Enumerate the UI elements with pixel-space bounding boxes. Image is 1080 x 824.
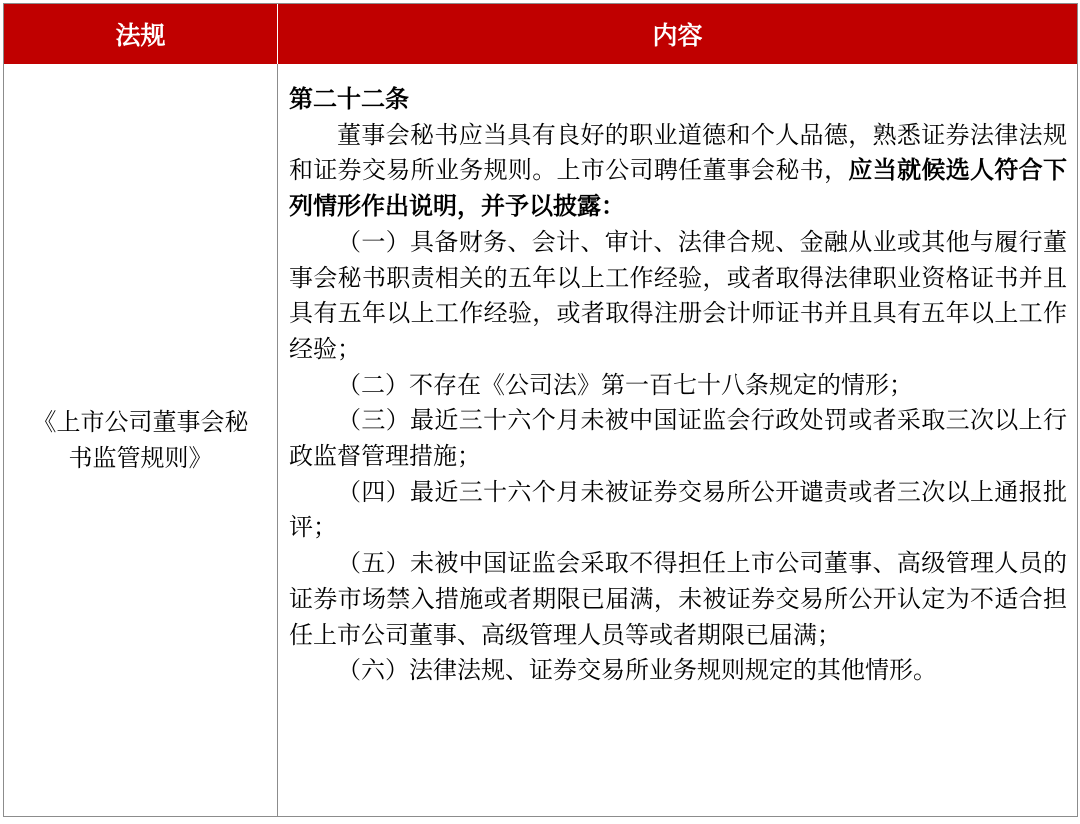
regulation-table xyxy=(3,3,1078,817)
article-title: 第二十二条 xyxy=(289,85,409,113)
list-item: （四）最近三十六个月未被证券交易所公开谴责或者三次以上通报批评； xyxy=(289,477,1067,542)
regulation-name-cell xyxy=(4,64,278,816)
header-regulation: 法规 xyxy=(4,4,278,64)
list-item: （五）未被中国证监会采取不得担任上市公司董事、高级管理人员的证券市场禁入措施或者期限已届满，未被证券交易所公开认定为不适合担任上市公司董事、高级管理人员等或者期限已届满； xyxy=(289,549,1067,649)
list-item: （三）最近三十六个月未被中国证监会行政处罚或者采取三次以上行政监督管理措施； xyxy=(289,406,1067,471)
list-item: （一）具备财务、会计、审计、法律合规、金融从业或其他与履行董事会秘书职责相关的五年以上工作经验，或者取得法律职业资格证书并且具有五年以上工作经验，或者取得注册会计师证书并且具有五年以上工作经验； xyxy=(289,227,1067,363)
list-item: （六）法律法规、证券交易所业务规则规定的其他情形。 xyxy=(337,656,937,685)
table-row xyxy=(4,64,1077,816)
article-intro xyxy=(289,118,1067,225)
intro-bold-text: 应当就候选人符合下列情形作出说明，并予以披露： xyxy=(289,156,1068,221)
table-header xyxy=(4,4,1077,64)
list-item: （二）不存在《公司法》第一百七十八条规定的情形； xyxy=(337,370,913,399)
content-cell xyxy=(278,64,1077,816)
regulation-name: 《上市公司董事会秘书监管规则》 xyxy=(32,408,249,472)
intro-text: 董事会秘书应当具有良好的职业道德和个人品德，熟悉证券法律法规和证券交易所业务规则。上市公司聘任董事会秘书， xyxy=(289,120,1067,185)
header-content: 内容 xyxy=(652,21,703,50)
